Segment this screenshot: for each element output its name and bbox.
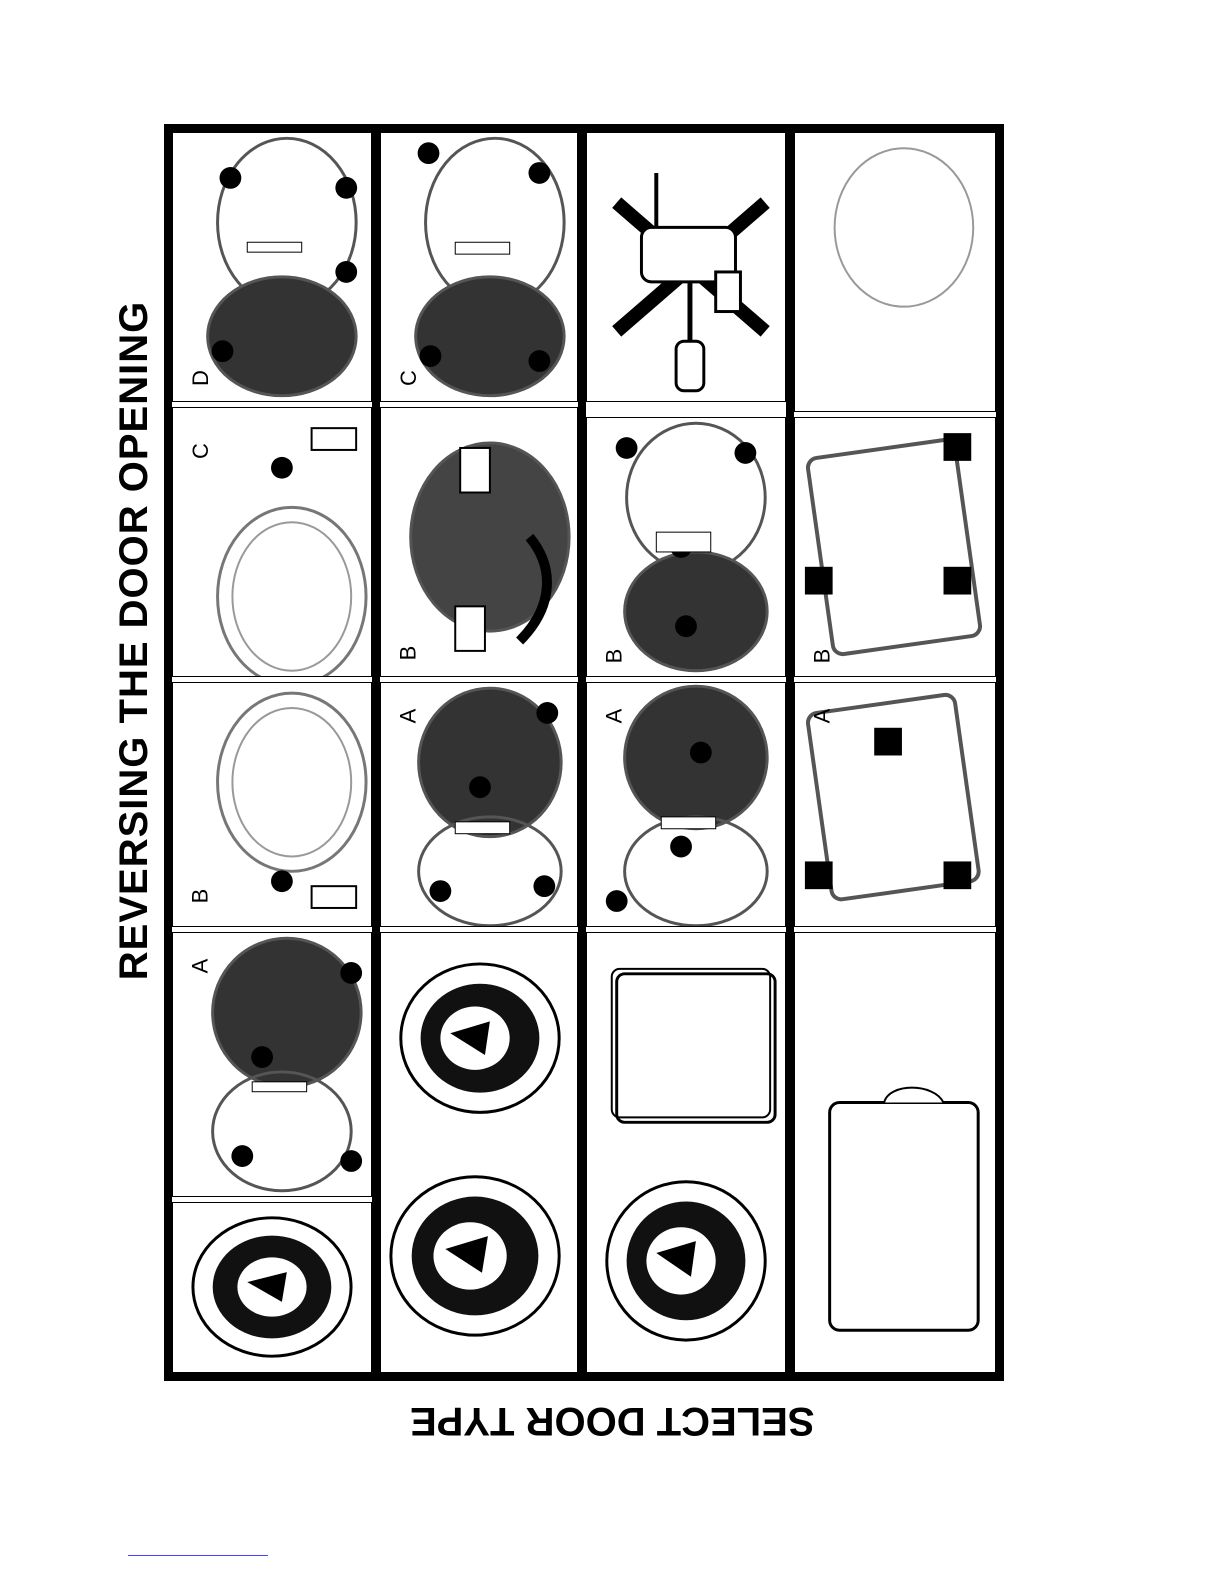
step-cell-d	[172, 132, 372, 402]
step-label-b: B	[395, 645, 421, 661]
step-label-c: C	[395, 370, 421, 386]
step-cell-c	[380, 132, 578, 402]
step-cell-b	[172, 682, 372, 927]
step-label-a: A	[187, 958, 213, 974]
step-cell-c	[172, 407, 372, 677]
step-label-b: B	[809, 648, 835, 664]
step-label-a: A	[601, 708, 627, 724]
instruction-grid	[164, 124, 1004, 1381]
step-label-a: A	[809, 708, 835, 724]
step-label-c: C	[187, 443, 213, 459]
column-divider	[578, 132, 586, 1373]
door-type-4[interactable]	[794, 932, 996, 1373]
page-title: REVERSING THE DOOR OPENING	[112, 300, 157, 980]
step-cell-b	[794, 417, 996, 677]
door-type-1[interactable]	[172, 1202, 372, 1373]
column-divider	[786, 132, 794, 1373]
step-cell-a	[172, 932, 372, 1197]
footer-line	[128, 1555, 268, 1556]
step-label-d: D	[187, 370, 213, 386]
step-label-b: B	[187, 888, 213, 904]
tools-cell	[586, 132, 786, 402]
step-cell-a	[794, 682, 996, 927]
step-cell-a	[586, 682, 786, 927]
door-type-3[interactable]	[586, 932, 786, 1373]
step-cell-empty	[794, 132, 996, 412]
door-type-2[interactable]	[380, 932, 578, 1373]
step-cell-b	[586, 417, 786, 677]
step-cell-b	[380, 407, 578, 677]
step-label-b: B	[601, 648, 627, 664]
column-divider	[372, 132, 380, 1373]
select-door-type-title: SELECT DOOR TYPE	[410, 1399, 815, 1443]
step-label-a: A	[395, 708, 421, 724]
step-cell-a	[380, 682, 578, 927]
